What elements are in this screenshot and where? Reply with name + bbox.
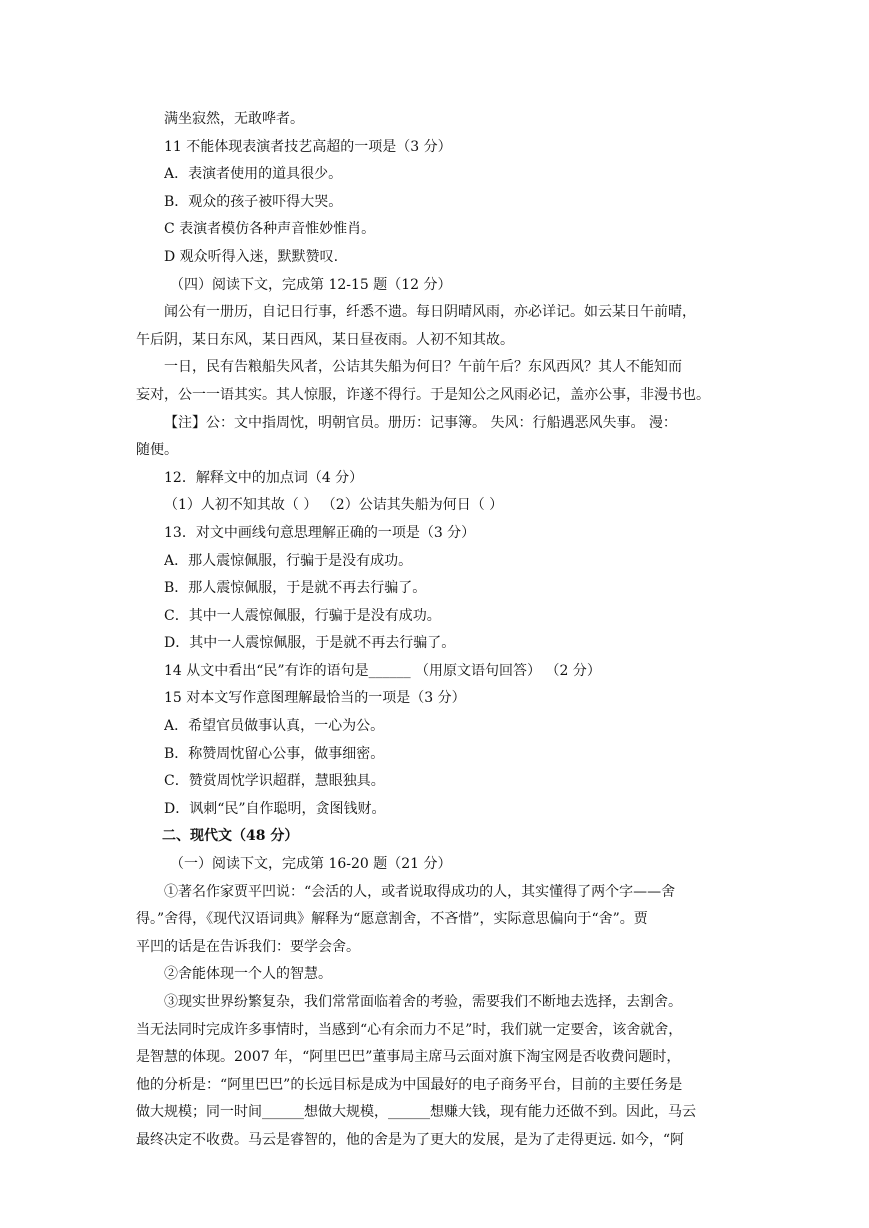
question-11: 11 不能体现表演者技艺高超的一项是（3 分） [164,138,452,155]
part-heading: 二、现代文（48 分） [162,828,299,845]
note-line: 随便。 [136,442,178,459]
option-d: D．其中一人震惊佩服，于是就不再去行骗了。 [164,635,456,652]
option-b: B．观众的孩子被吓得大哭。 [164,193,343,210]
passage-line: ①著名作家贾平凹说：“会活的人，或者说取得成功的人，其实懂得了两个字——舍 [164,883,676,900]
option-b: B．称赞周忱留心公事，做事细密。 [164,745,385,762]
note-line: 【注】公：文中指周忱，明朝官员。册历：记事簿。 失风：行船遇恶风失事。 漫： [164,414,677,431]
passage-line: 闻公有一册历，自记日行事，纤悉不遗。每日阴晴风雨，亦必详记。如云某日午前晴， [164,304,696,321]
option-c: C．其中一人震惊佩服，行骗于是没有成功。 [164,607,441,624]
passage-line: 是智慧的体现。2007 年，“阿里巴巴”董事局主席马云面对旗下淘宝网是否收费问题时， [136,1049,681,1066]
passage-line: 午后阴，某日东风，某日西风，某日昼夜雨。人初不知其故。 [136,331,514,348]
passage-line: 平凹的话是在告诉我们：要学会舍。 [136,938,360,955]
option-a: A．表演者使用的道具很少。 [164,166,343,183]
passage-line: 他的分析是：“阿里巴巴”的长远目标是成为中国最好的电子商务平台，目前的主要任务是 [136,1076,683,1093]
option-d: D．讽刺“民”自作聪明，贪图钱财。 [164,800,386,817]
question-14: 14 从文中看出“民”有诈的语句是______ （用原文语句回答） （2 分） [164,662,601,679]
option-a: A．那人震惊佩服，行骗于是没有成功。 [164,552,413,569]
passage-line: 妄对，公一一语其实。其人惊服，诈遂不得行。于是知公之风雨必记，盖亦公事，非漫书也。 [136,386,710,403]
passage-line: ③现实世界纷繁复杂，我们常常面临着舍的考验，需要我们不断地去选择，去割舍。 [164,994,682,1010]
passage-line: 最终决定不收费。马云是睿智的，他的舍是为了更大的发展，是为了走得更远. 如今，“阿 [136,1131,685,1148]
question-13: 13．对文中画线句意思理解正确的一项是（3 分） [164,524,476,541]
option-c: C．赞赏周忱学识超群，慧眼独具。 [164,773,385,790]
passage-line: 一日，民有告粮船失风者，公诘其失船为何日？午前午后？东风西风？其人不能知而 [164,359,682,376]
option-b: B．那人震惊佩服，于是就不再去行骗了。 [164,580,427,597]
passage-line: ②舍能体现一个人的智慧。 [164,966,332,983]
option-a: A．希望官员做事认真，一心为公。 [164,718,385,735]
option-c: C 表演者模仿各种声音惟妙惟肖。 [164,221,376,238]
document-body [136,106,746,1155]
question-12: 12．解释文中的加点词（4 分） [164,469,364,486]
option-d: D 观众听得入迷，默默赞叹. [164,248,339,265]
question-15: 15 对本文写作意图理解最恰当的一项是（3 分） [164,690,466,707]
text-line: 满坐寂然，无敢哗者。 [164,111,304,127]
passage-line: 做大规模；同一时间______想做大规模，______想赚大钱，现有能力还做不到。因此，马云 [136,1104,696,1121]
passage-line: 当无法同时完成许多事情时，当感到“心有余而力不足”时，我们就一定要舍，该舍就舍， [136,1021,683,1038]
section-heading: （一）阅读下文，完成第 16-20 题（21 分） [170,856,452,873]
section-heading: （四）阅读下文，完成第 12-15 题（12 分） [170,276,452,293]
question-12-items: （1）人初不知其故（ ） （2）公诘其失船为何日（ ） [164,497,504,514]
passage-line: 得。”舍得，《现代汉语词典》解释为“愿意割舍，不吝惜”，实际意思偏向于“舍”。贾 [136,911,648,928]
